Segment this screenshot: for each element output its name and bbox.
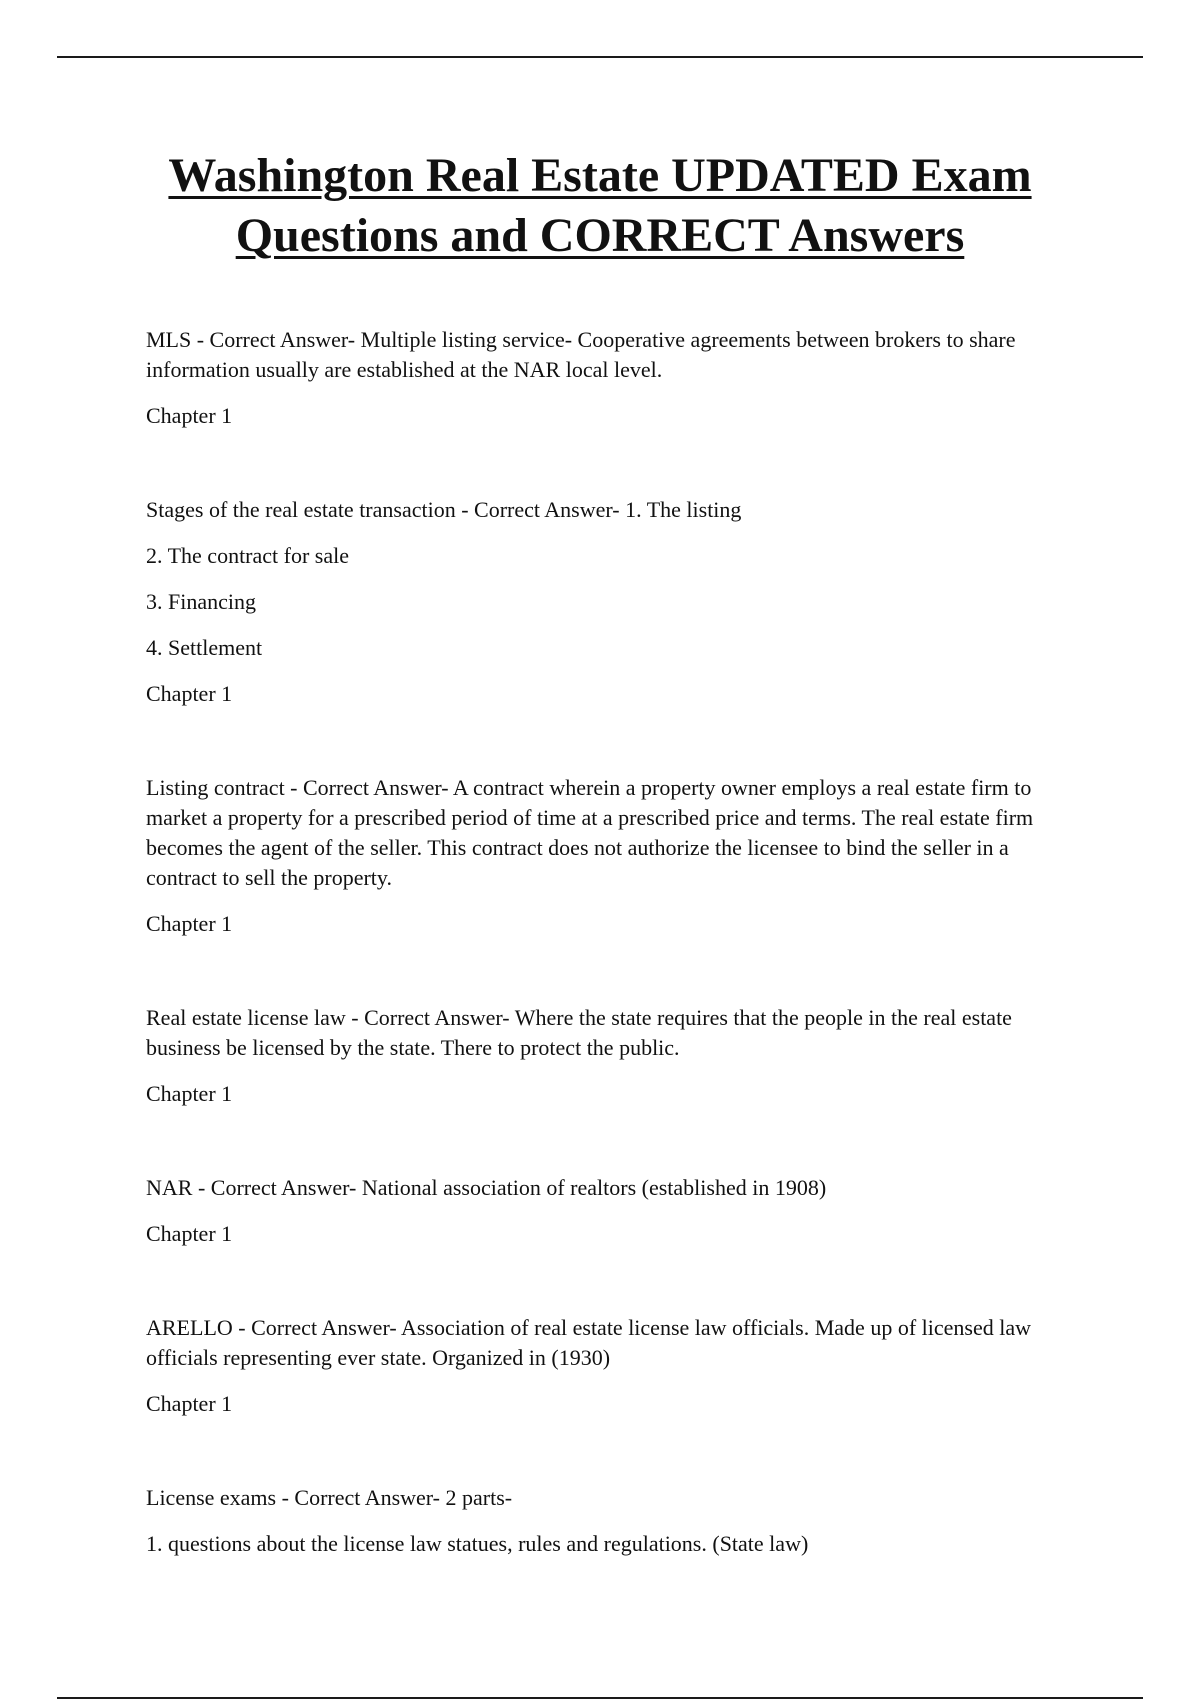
qa-answer-line: 1. questions about the license law statues, rules and regulations. (State law): [146, 1531, 809, 1556]
document-title: [100, 146, 1100, 266]
qa-term-answer: Listing contract - Correct Answer- A contract wherein a property owner employs a real estate firm to market a property for a prescribed period of time at a prescribed price and terms. The real estate firm becomes the agent of the seller. This contract does not authorize the licensee to bind the seller in a contract to sell the property.: [146, 775, 1034, 890]
qa-entry: [146, 1173, 1058, 1249]
top-rule: [57, 56, 1143, 58]
qa-entry: [146, 495, 1058, 709]
chapter-label: Chapter 1: [146, 681, 233, 706]
qa-term-answer: License exams - Correct Answer- 2 parts-: [146, 1485, 513, 1510]
qa-answer-line: 3. Financing: [146, 589, 256, 614]
qa-entry: [146, 1483, 1058, 1559]
qa-term-answer: MLS - Correct Answer- Multiple listing service- Cooperative agreements between brokers to share information usually are established at the NAR local level.: [146, 327, 1016, 382]
chapter-label: Chapter 1: [146, 911, 233, 936]
chapter-label: Chapter 1: [146, 1391, 233, 1416]
bottom-rule: [57, 1697, 1143, 1699]
qa-term-answer: Real estate license law - Correct Answer- Where the state requires that the people in the real estate business be licensed by the state. There to protect the public.: [146, 1005, 1012, 1060]
qa-term-answer: NAR - Correct Answer- National association of realtors (established in 1908): [146, 1175, 827, 1200]
qa-entry: [146, 1003, 1058, 1109]
qa-entry: [146, 325, 1058, 431]
chapter-label: Chapter 1: [146, 1081, 233, 1106]
qa-term-answer: Stages of the real estate transaction - Correct Answer- 1. The listing: [146, 497, 742, 522]
chapter-label: Chapter 1: [146, 1221, 233, 1246]
qa-entry: [146, 1313, 1058, 1419]
chapter-label: Chapter 1: [146, 403, 233, 428]
qa-answer-line: 4. Settlement: [146, 635, 263, 660]
title-line-2: Questions and CORRECT Answers: [235, 209, 965, 262]
qa-list: [146, 325, 1058, 1575]
qa-answer-line: 2. The contract for sale: [146, 543, 350, 568]
qa-entry: [146, 773, 1058, 939]
qa-term-answer: ARELLO - Correct Answer- Association of real estate license law officials. Made up of licensed law officials representing ever state. Organized in (1930): [146, 1315, 1031, 1370]
title-line-1: Washington Real Estate UPDATED Exam: [168, 149, 1032, 202]
